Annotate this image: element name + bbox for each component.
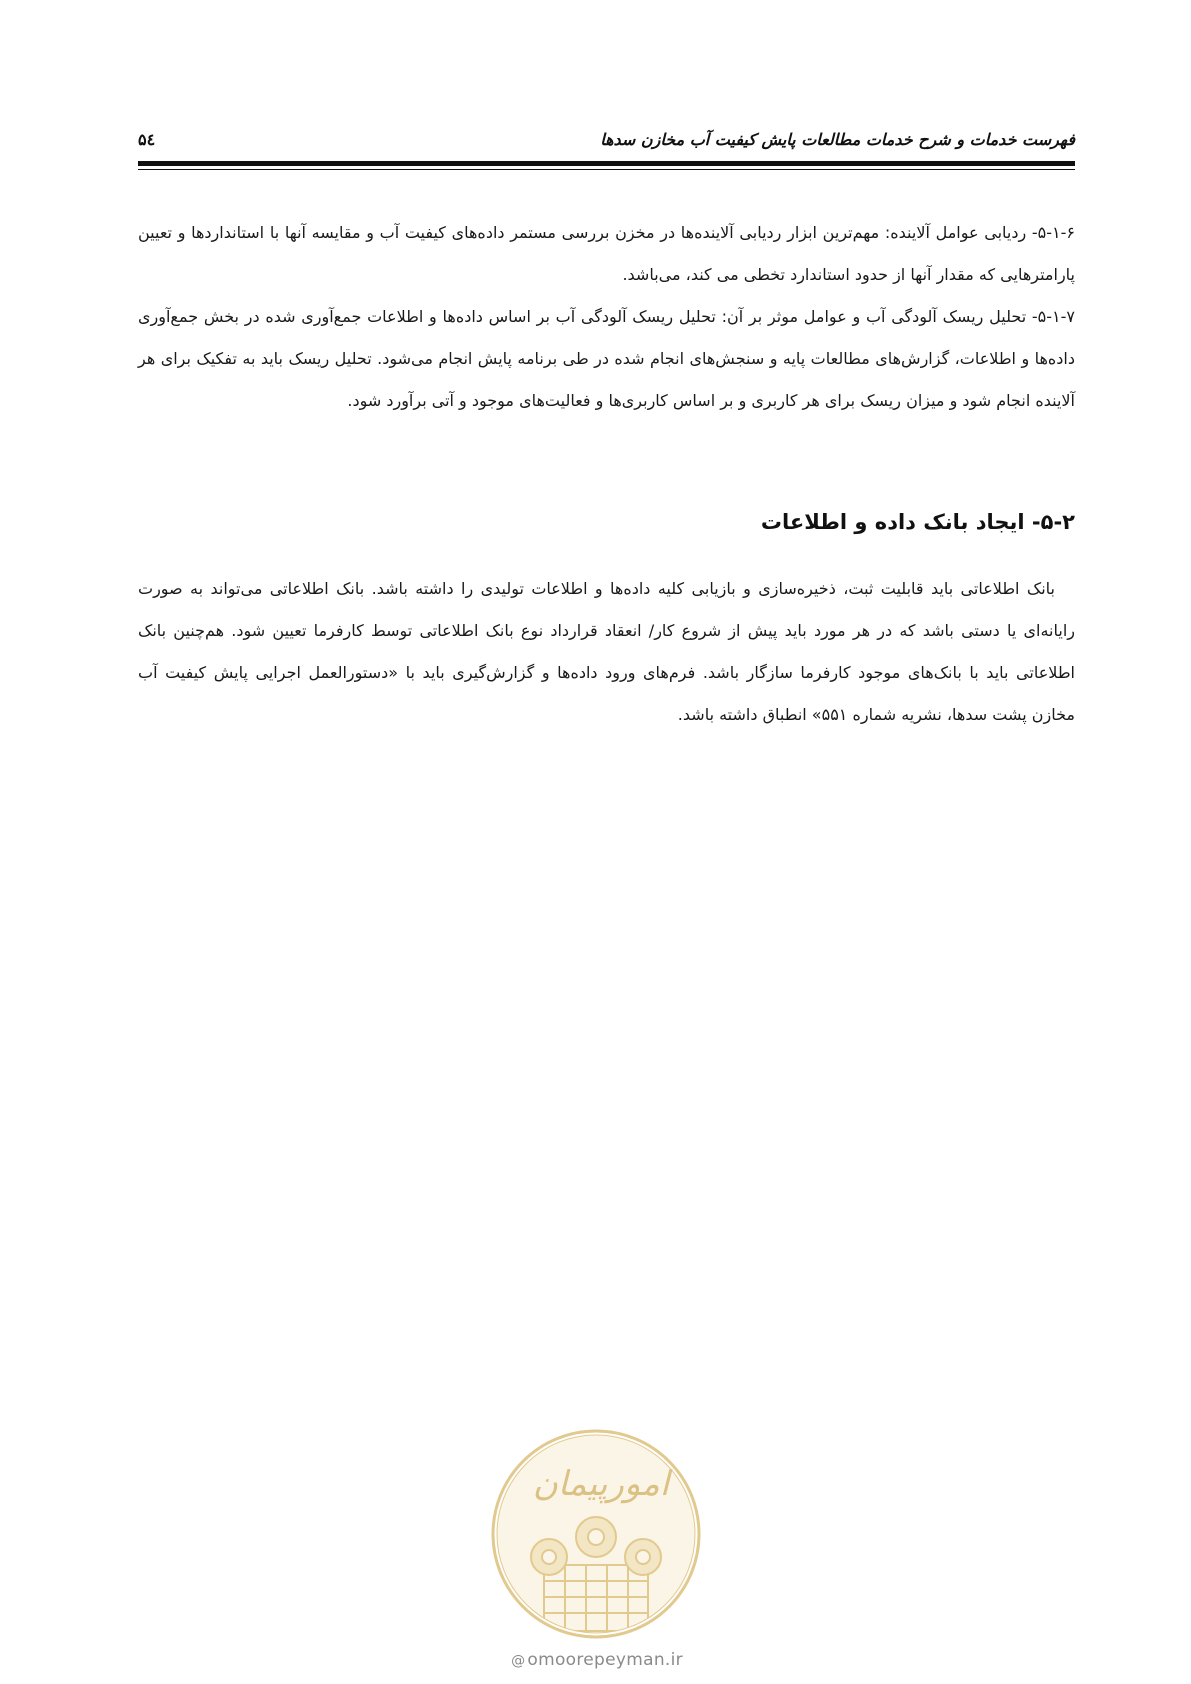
paragraph-5-1-6: ۵-۱-۶- ردیابی عوامل آلاینده: مهم‌ترین ابزار ردیابی آلاینده‌ها در مخزن بررسی مستمر داده‌های کیفیت آب و مقایسه آنها با استانداردها و تعیین پارامترهایی که مقدار آنها از حدود استاندارد تخطی می کند، می‌باشد. xyxy=(138,223,1075,284)
section-heading: ۵-۲- ایجاد بانک داده و اطلاعات xyxy=(760,510,1075,534)
body-section-1 xyxy=(138,212,1075,422)
header-rule-thin xyxy=(138,169,1075,170)
body-section-2 xyxy=(138,568,1075,736)
header-title: فهرست خدمات و شرح خدمات مطالعات پایش کیفیت آب مخازن سدها xyxy=(600,130,1075,149)
watermark-url xyxy=(490,1650,704,1670)
header-rule-thick xyxy=(138,161,1075,166)
watermark-url-text: omoorepeyman.ir xyxy=(527,1650,683,1670)
at-icon: @ xyxy=(511,1653,526,1669)
logo-text: امورپیمان xyxy=(532,1464,670,1504)
page-number: ۵٤ xyxy=(138,130,156,149)
paragraph-database: بانک اطلاعاتی باید قابلیت ثبت، ذخیره‌سازی و بازیابی کلیه داده‌ها و اطلاعات تولیدی را داشته باشد. بانک اطلاعاتی می‌تواند به صورت رایانه‌ای یا دستی باشد که در هر مورد باید پیش از شروع کار/ انعقاد قرارداد نوع بانک اطلاعاتی توسط کارفرما تعیین شود. هم‌چنین بانک اطلاعاتی باید با بانک‌های موجود کارفرما سازگار باشد. فرم‌های ورود داده‌ها و گزارش‌گیری باید با «دستورالعمل اجرایی پایش کیفیت آب مخازن پشت سدها، نشریه شماره ۵۵۱» انطباق داشته باشد. xyxy=(138,579,1075,724)
page-header xyxy=(138,124,1075,154)
watermark-logo xyxy=(489,1427,703,1641)
paragraph-5-1-7: ۵-۱-۷- تحلیل ریسک آلودگی آب و عوامل موثر بر آن: تحلیل ریسک آلودگی آب بر اساس داده‌ها و اطلاعات جمع‌آوری شده در بخش جمع‌آوری داده‌ها و اطلاعات، گزارش‌های مطالعات پایه و سنجش‌های انجام شده در طی برنامه پایش انجام می‌شود. تحلیل ریسک باید به تفکیک برای هر آلاینده انجام شود و میزان ریسک برای هر کاربری و بر اساس کاربری‌ها و فعالیت‌های موجود و آتی برآورد شود. xyxy=(138,307,1075,410)
